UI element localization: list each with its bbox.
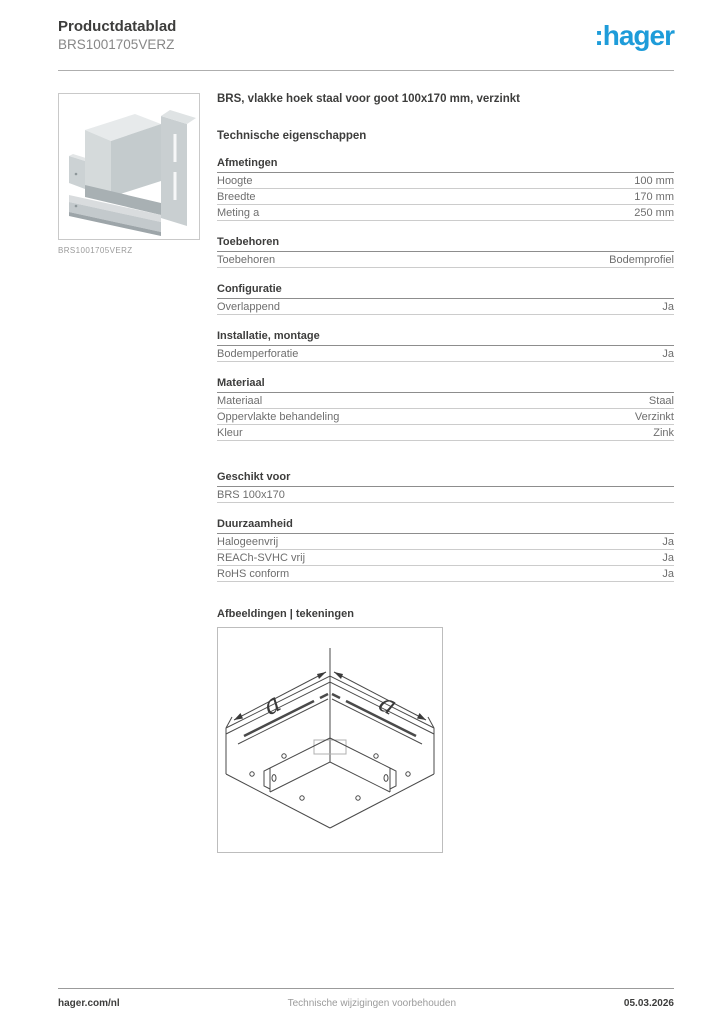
spec-row — [217, 550, 674, 566]
spec-row — [217, 299, 674, 315]
dimension-label-right: a — [373, 688, 402, 722]
spec-label: RoHS conform — [217, 567, 290, 580]
spec-value: Zink — [653, 426, 674, 439]
spec-column — [217, 93, 674, 853]
tech-section-title: Technische eigenschappen — [217, 130, 367, 142]
technical-drawing-frame — [217, 627, 443, 853]
dimension-label-left: a — [258, 688, 287, 722]
spec-section-heading: Afmetingen — [217, 157, 674, 173]
spec-row — [217, 205, 674, 221]
spec-row — [217, 487, 674, 503]
footer-date: 05.03.2026 — [623, 998, 674, 1009]
product-photo-illustration — [59, 94, 199, 239]
spec-label: REACh-SVHC vrij — [217, 551, 306, 564]
spec-rows — [217, 393, 674, 441]
spec-value: Verzinkt — [634, 410, 674, 423]
document-title: Productdatablad — [58, 18, 177, 35]
page-header — [58, 18, 674, 54]
header-divider — [58, 70, 674, 71]
spec-row — [217, 252, 674, 268]
spec-section-heading: Installatie, montage — [217, 330, 674, 346]
product-code: BRS1001705VERZ — [58, 37, 175, 52]
spec-value: Bodemprofiel — [609, 253, 674, 266]
spec-value: 170 mm — [634, 190, 674, 203]
spec-label: BRS 100x170 — [217, 488, 285, 501]
spec-value: 100 mm — [634, 174, 674, 187]
spec-row — [217, 173, 674, 189]
spec-sections — [217, 157, 674, 582]
spec-label: Oppervlakte behandeling — [217, 410, 340, 423]
spec-rows — [217, 252, 674, 268]
spec-value: Ja — [662, 300, 674, 313]
spec-value: Ja — [662, 535, 674, 548]
spec-label: Kleur — [217, 426, 243, 439]
spec-section — [217, 471, 674, 503]
spec-row — [217, 566, 674, 582]
spec-label: Materiaal — [217, 394, 263, 407]
spec-value: Ja — [662, 551, 674, 564]
spec-rows — [217, 534, 674, 582]
spec-section-heading: Duurzaamheid — [217, 518, 674, 534]
spec-label: Halogeenvrij — [217, 535, 279, 548]
drawings-title: Afbeeldingen | tekeningen — [217, 608, 354, 620]
spec-rows — [217, 346, 674, 362]
spec-value: 250 mm — [634, 206, 674, 219]
spec-section-heading: Geschikt voor — [217, 471, 674, 487]
main-content — [58, 93, 674, 853]
spec-label: Meting a — [217, 206, 260, 219]
spec-label: Hoogte — [217, 174, 253, 187]
spec-rows — [217, 487, 674, 503]
spec-rows — [217, 299, 674, 315]
product-image-column — [58, 93, 200, 853]
product-description: BRS, vlakke hoek staal voor goot 100x170 mm, verzinkt — [217, 93, 520, 105]
footer-divider — [58, 988, 674, 989]
page-footer — [58, 988, 674, 1024]
spec-row — [217, 189, 674, 205]
hager-logo: :hager — [594, 20, 674, 51]
spec-row — [217, 425, 674, 441]
footer-row — [58, 998, 674, 1009]
spec-label: Breedte — [217, 190, 256, 203]
header-titles — [58, 18, 176, 53]
spec-section — [217, 330, 674, 362]
spec-section-heading: Materiaal — [217, 377, 674, 393]
spec-label: Toebehoren — [217, 253, 276, 266]
spec-section-heading: Toebehoren — [217, 236, 674, 252]
spec-row — [217, 346, 674, 362]
spec-section — [217, 377, 674, 441]
spec-row — [217, 393, 674, 409]
technical-drawing-illustration — [218, 628, 442, 852]
spec-rows — [217, 173, 674, 221]
spec-label: Bodemperforatie — [217, 347, 299, 360]
spec-section-heading: Configuratie — [217, 283, 674, 299]
spec-row — [217, 409, 674, 425]
spec-section — [217, 157, 674, 221]
footer-website-link[interactable]: hager.com/nl — [58, 998, 120, 1009]
footer-notice: Technische wijzigingen voorbehouden — [287, 998, 457, 1009]
spec-section — [217, 236, 674, 268]
spec-value: Staal — [648, 394, 674, 407]
spec-section — [217, 518, 674, 582]
product-photo-frame — [58, 93, 200, 240]
spec-label: Overlappend — [217, 300, 280, 313]
photo-caption: BRS1001705VERZ — [58, 246, 133, 255]
spec-value: Ja — [662, 567, 674, 580]
spec-section — [217, 283, 674, 315]
spec-row — [217, 534, 674, 550]
spec-value: Ja — [662, 347, 674, 360]
